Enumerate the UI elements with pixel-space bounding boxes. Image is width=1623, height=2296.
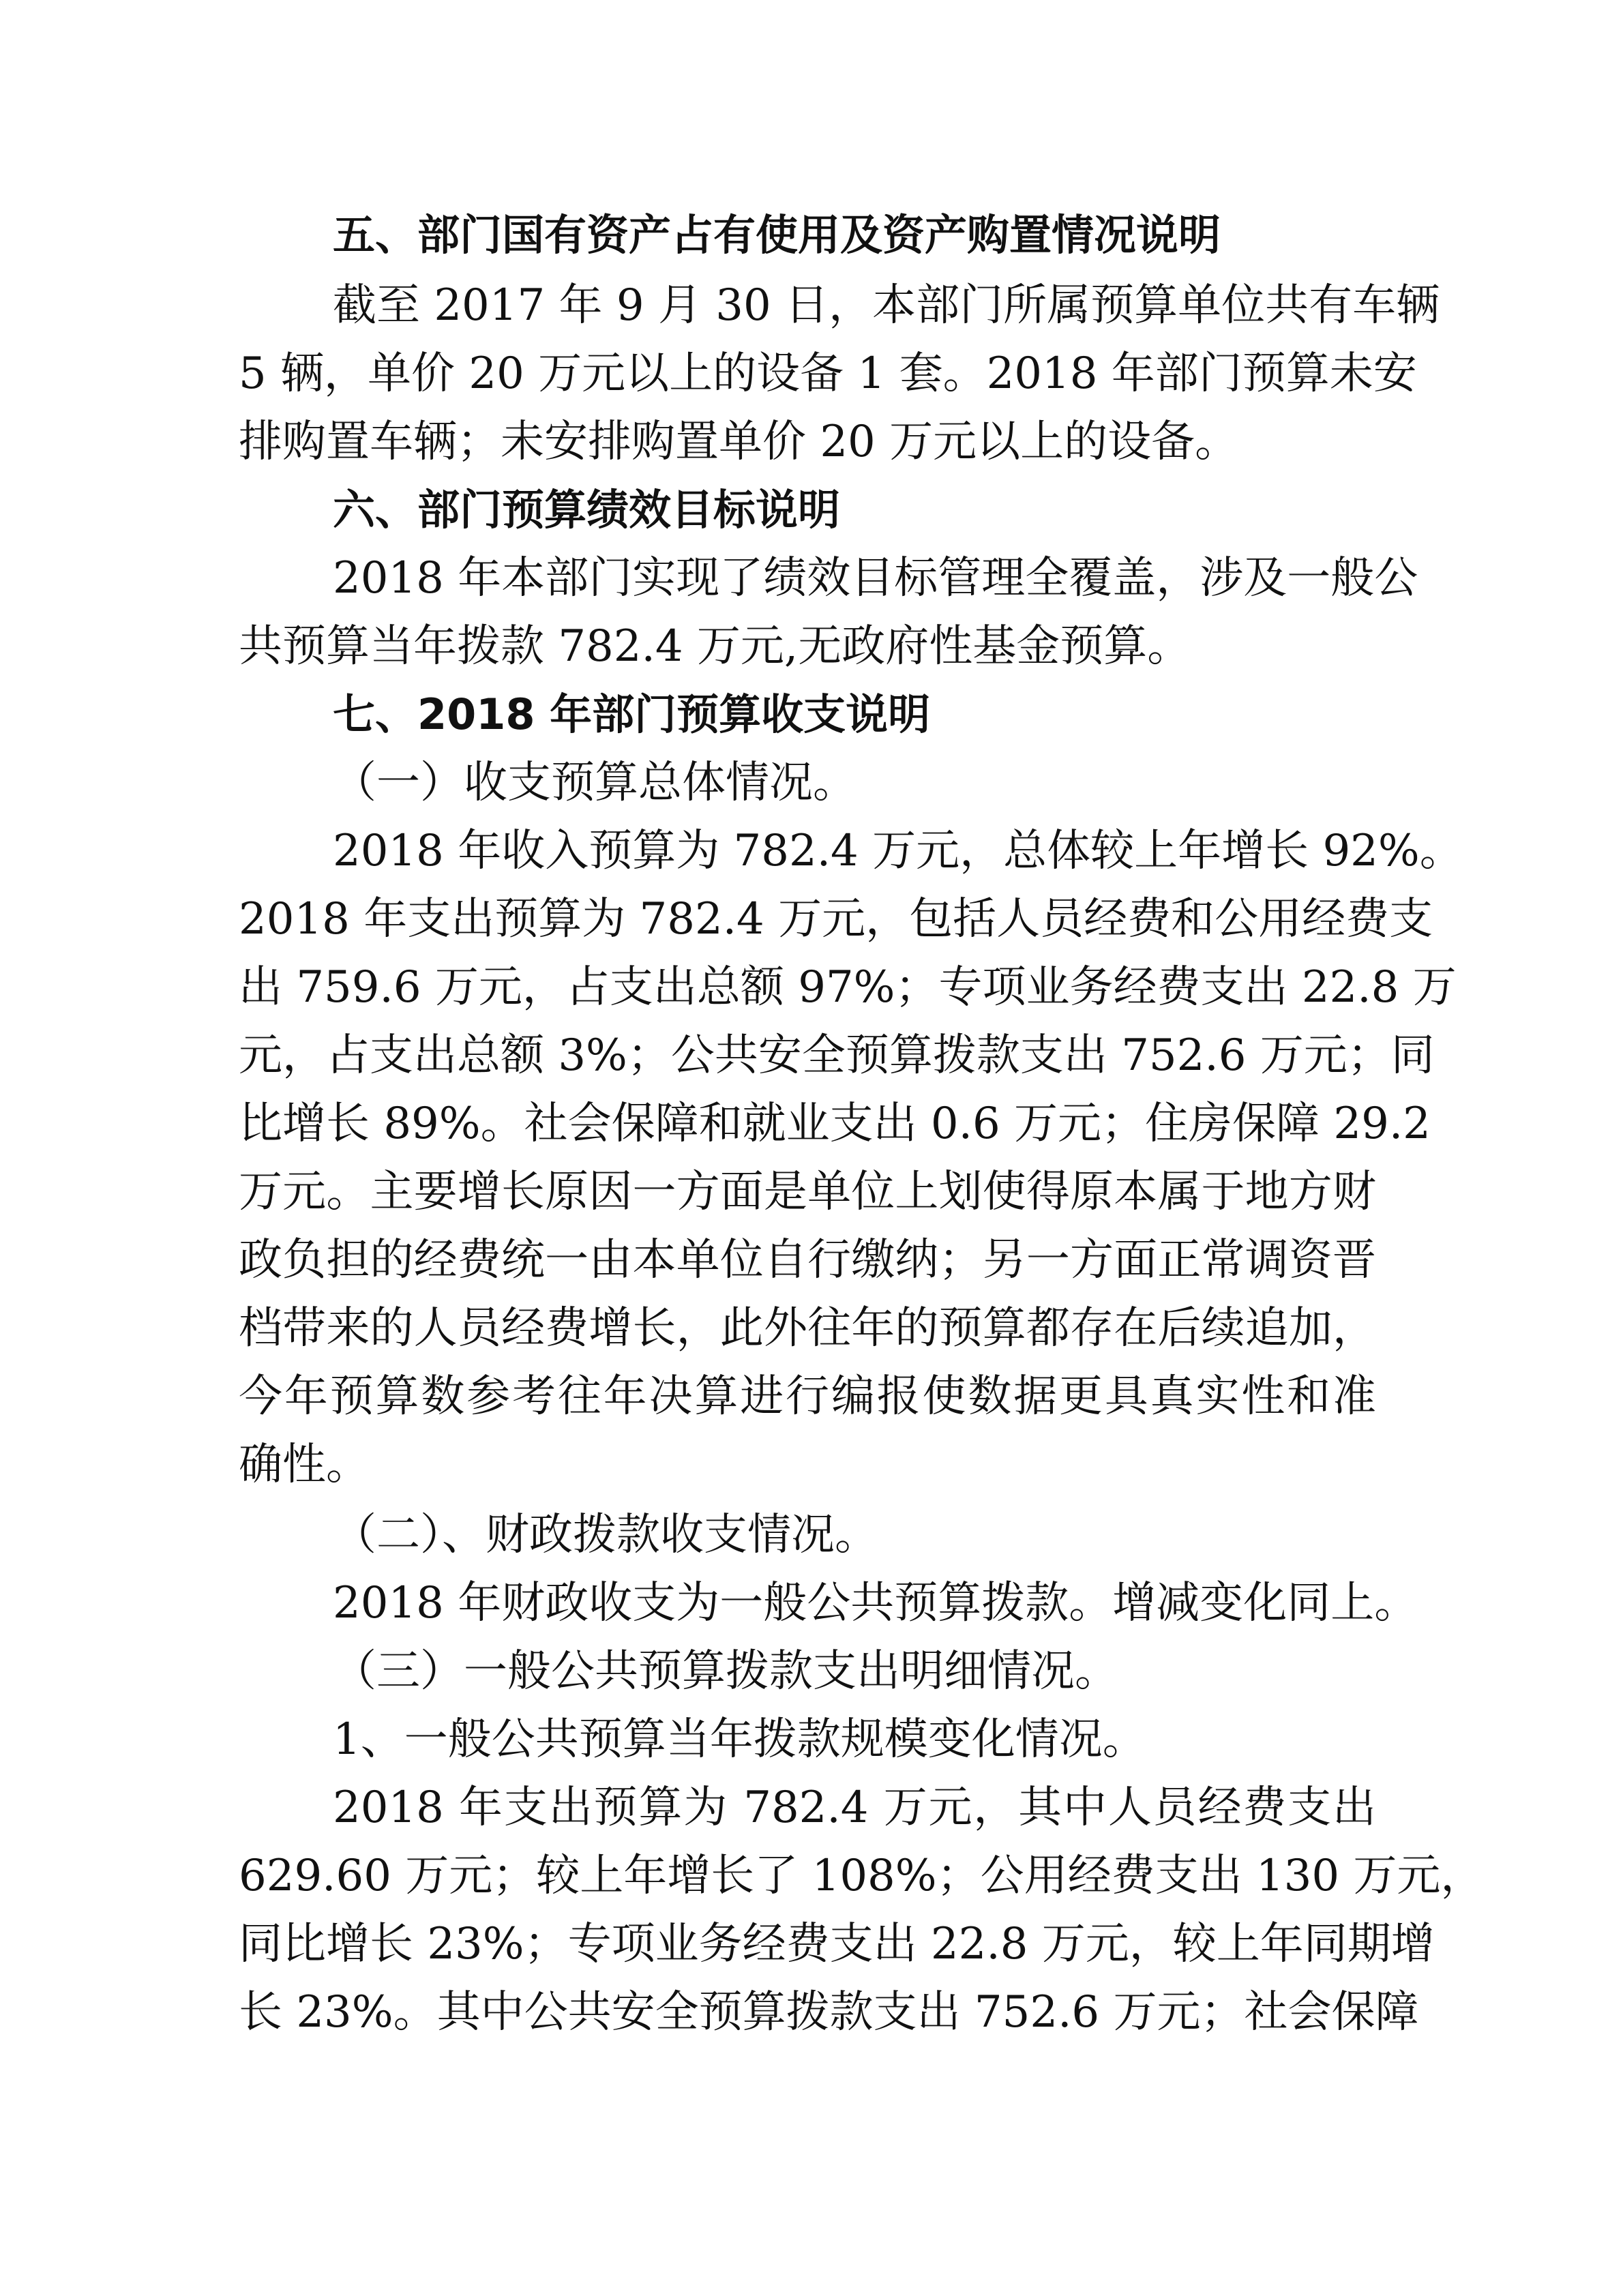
sub1-line-3: 出 759.6 万元，占支出总额 97%；专项业务经费支出 22.8 万 [239,962,1457,1013]
section5-line-3: 排购置车辆；未安排购置单价 20 万元以上的设备。 [239,417,1239,467]
section6-heading: 六、部门预算绩效目标说明 [333,485,841,535]
sub3-line-3: 同比增长 23%；专项业务经费支出 22.8 万元，较上年同期增 [239,1919,1435,1969]
sub1-line-2: 2018 年支出预算为 782.4 万元，包括人员经费和公用经费支 [239,894,1433,944]
section5-line-2: 5 辆，单价 20 万元以上的设备 1 套。2018 年部门预算未安 [239,348,1417,399]
sub1-line-7: 政负担的经费统一由本单位自行缴纳；另一方面正常调资晋 [239,1235,1376,1285]
sub1-line-6: 万元。主要增长原因一方面是单位上划使得原本属于地方财 [239,1167,1376,1217]
sub1-line-8: 档带来的人员经费增长，此外往年的预算都存在后续追加， [239,1303,1376,1354]
sub1-line-4: 元，占支出总额 3%；公共安全预算拨款支出 752.6 万元；同 [239,1030,1435,1081]
sub1-line-9: 今年预算数参考往年决算进行编报使数据更具真实性和准 [239,1371,1376,1422]
section5-line-1: 截至 2017 年 9 月 30 日，本部门所属预算单位共有车辆 [333,280,1440,331]
section6-line-1: 2018 年本部门实现了绩效目标管理全覆盖，涉及一般公 [333,553,1418,603]
sub3-title: （三）一般公共预算拨款支出明细情况。 [333,1646,1118,1697]
sub3-line-2: 629.60 万元；较上年增长了 108%；公用经费支出 130 万元， [239,1851,1485,1901]
section6-line-2: 共预算当年拨款 782.4 万元,无政府性基金预算。 [239,621,1191,672]
sub3-item-1: 1、一般公共预算当年拨款规模变化情况。 [333,1714,1146,1765]
sub3-line-1: 2018 年支出预算为 782.4 万元，其中人员经费支出 [333,1783,1376,1833]
sub1-line-1: 2018 年收入预算为 782.4 万元，总体较上年增长 92%。 [333,826,1463,876]
sub1-title: （一）收支预算总体情况。 [333,758,857,808]
section7-heading: 七、2018 年部门预算收支说明 [333,689,931,739]
section5-heading: 五、部门国有资产占有使用及资产购置情况说明 [333,210,1221,260]
sub3-line-4: 长 23%。其中公共安全预算拨款支出 752.6 万元；社会保障 [239,1987,1419,2038]
sub1-line-5: 比增长 89%。社会保障和就业支出 0.6 万元；住房保障 29.2 [239,1099,1431,1149]
sub1-line-10: 确性。 [239,1440,370,1490]
sub2-line-1: 2018 年财政收支为一般公共预算拨款。增减变化同上。 [333,1578,1418,1628]
sub2-title: （二）、财政拨款收支情况。 [333,1510,878,1560]
